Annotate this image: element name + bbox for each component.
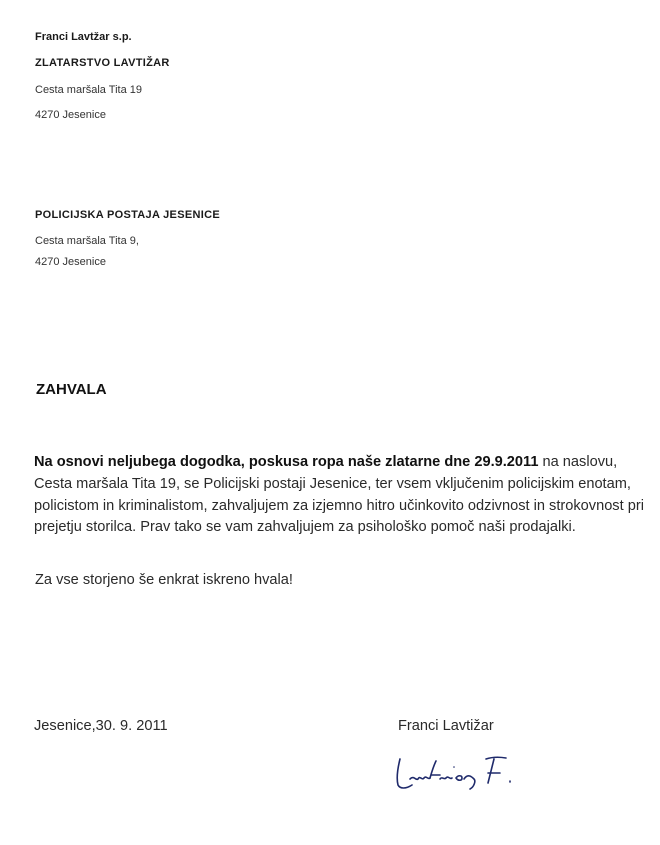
sender-name: Franci Lavtžar s.p. — [35, 31, 132, 43]
recipient-street: Cesta maršala Tita 9, — [35, 235, 139, 247]
signer-name: Franci Lavtižar — [398, 718, 494, 734]
letter-body — [34, 452, 644, 539]
place-date: Jesenice,30. 9. 2011 — [34, 718, 168, 734]
letter-title: ZAHVALA — [36, 381, 107, 398]
sender-street: Cesta maršala Tita 19 — [35, 84, 142, 96]
recipient-name: POLICIJSKA POSTAJA JESENICE — [35, 209, 220, 221]
recipient-city: 4270 Jesenice — [35, 256, 106, 268]
handwritten-signature — [388, 745, 548, 795]
letter-closing: Za vse storjeno še enkrat iskreno hvala! — [35, 572, 293, 588]
letter-body-rest: na naslovu, Cesta maršala Tita 19, se Policijski postaji Jesenice, ter vsem vključenim policijskim enotam, policistom in kriminalistom, zahvaljujem za izjemno hitro učinkovito odzivnost in strokovnost pri prejetju storilca. Prav tako se vam zahvaljujem za psihološko pomoč naši prodajalki. — [34, 454, 644, 536]
sender-city: 4270 Jesenice — [35, 109, 106, 121]
sender-company: ZLATARSTVO LAVTIŽAR — [35, 57, 170, 69]
letter-body-lead: Na osnovi neljubega dogodka, poskusa ropa naše zlatarne dne 29.9.2011 — [34, 454, 539, 470]
